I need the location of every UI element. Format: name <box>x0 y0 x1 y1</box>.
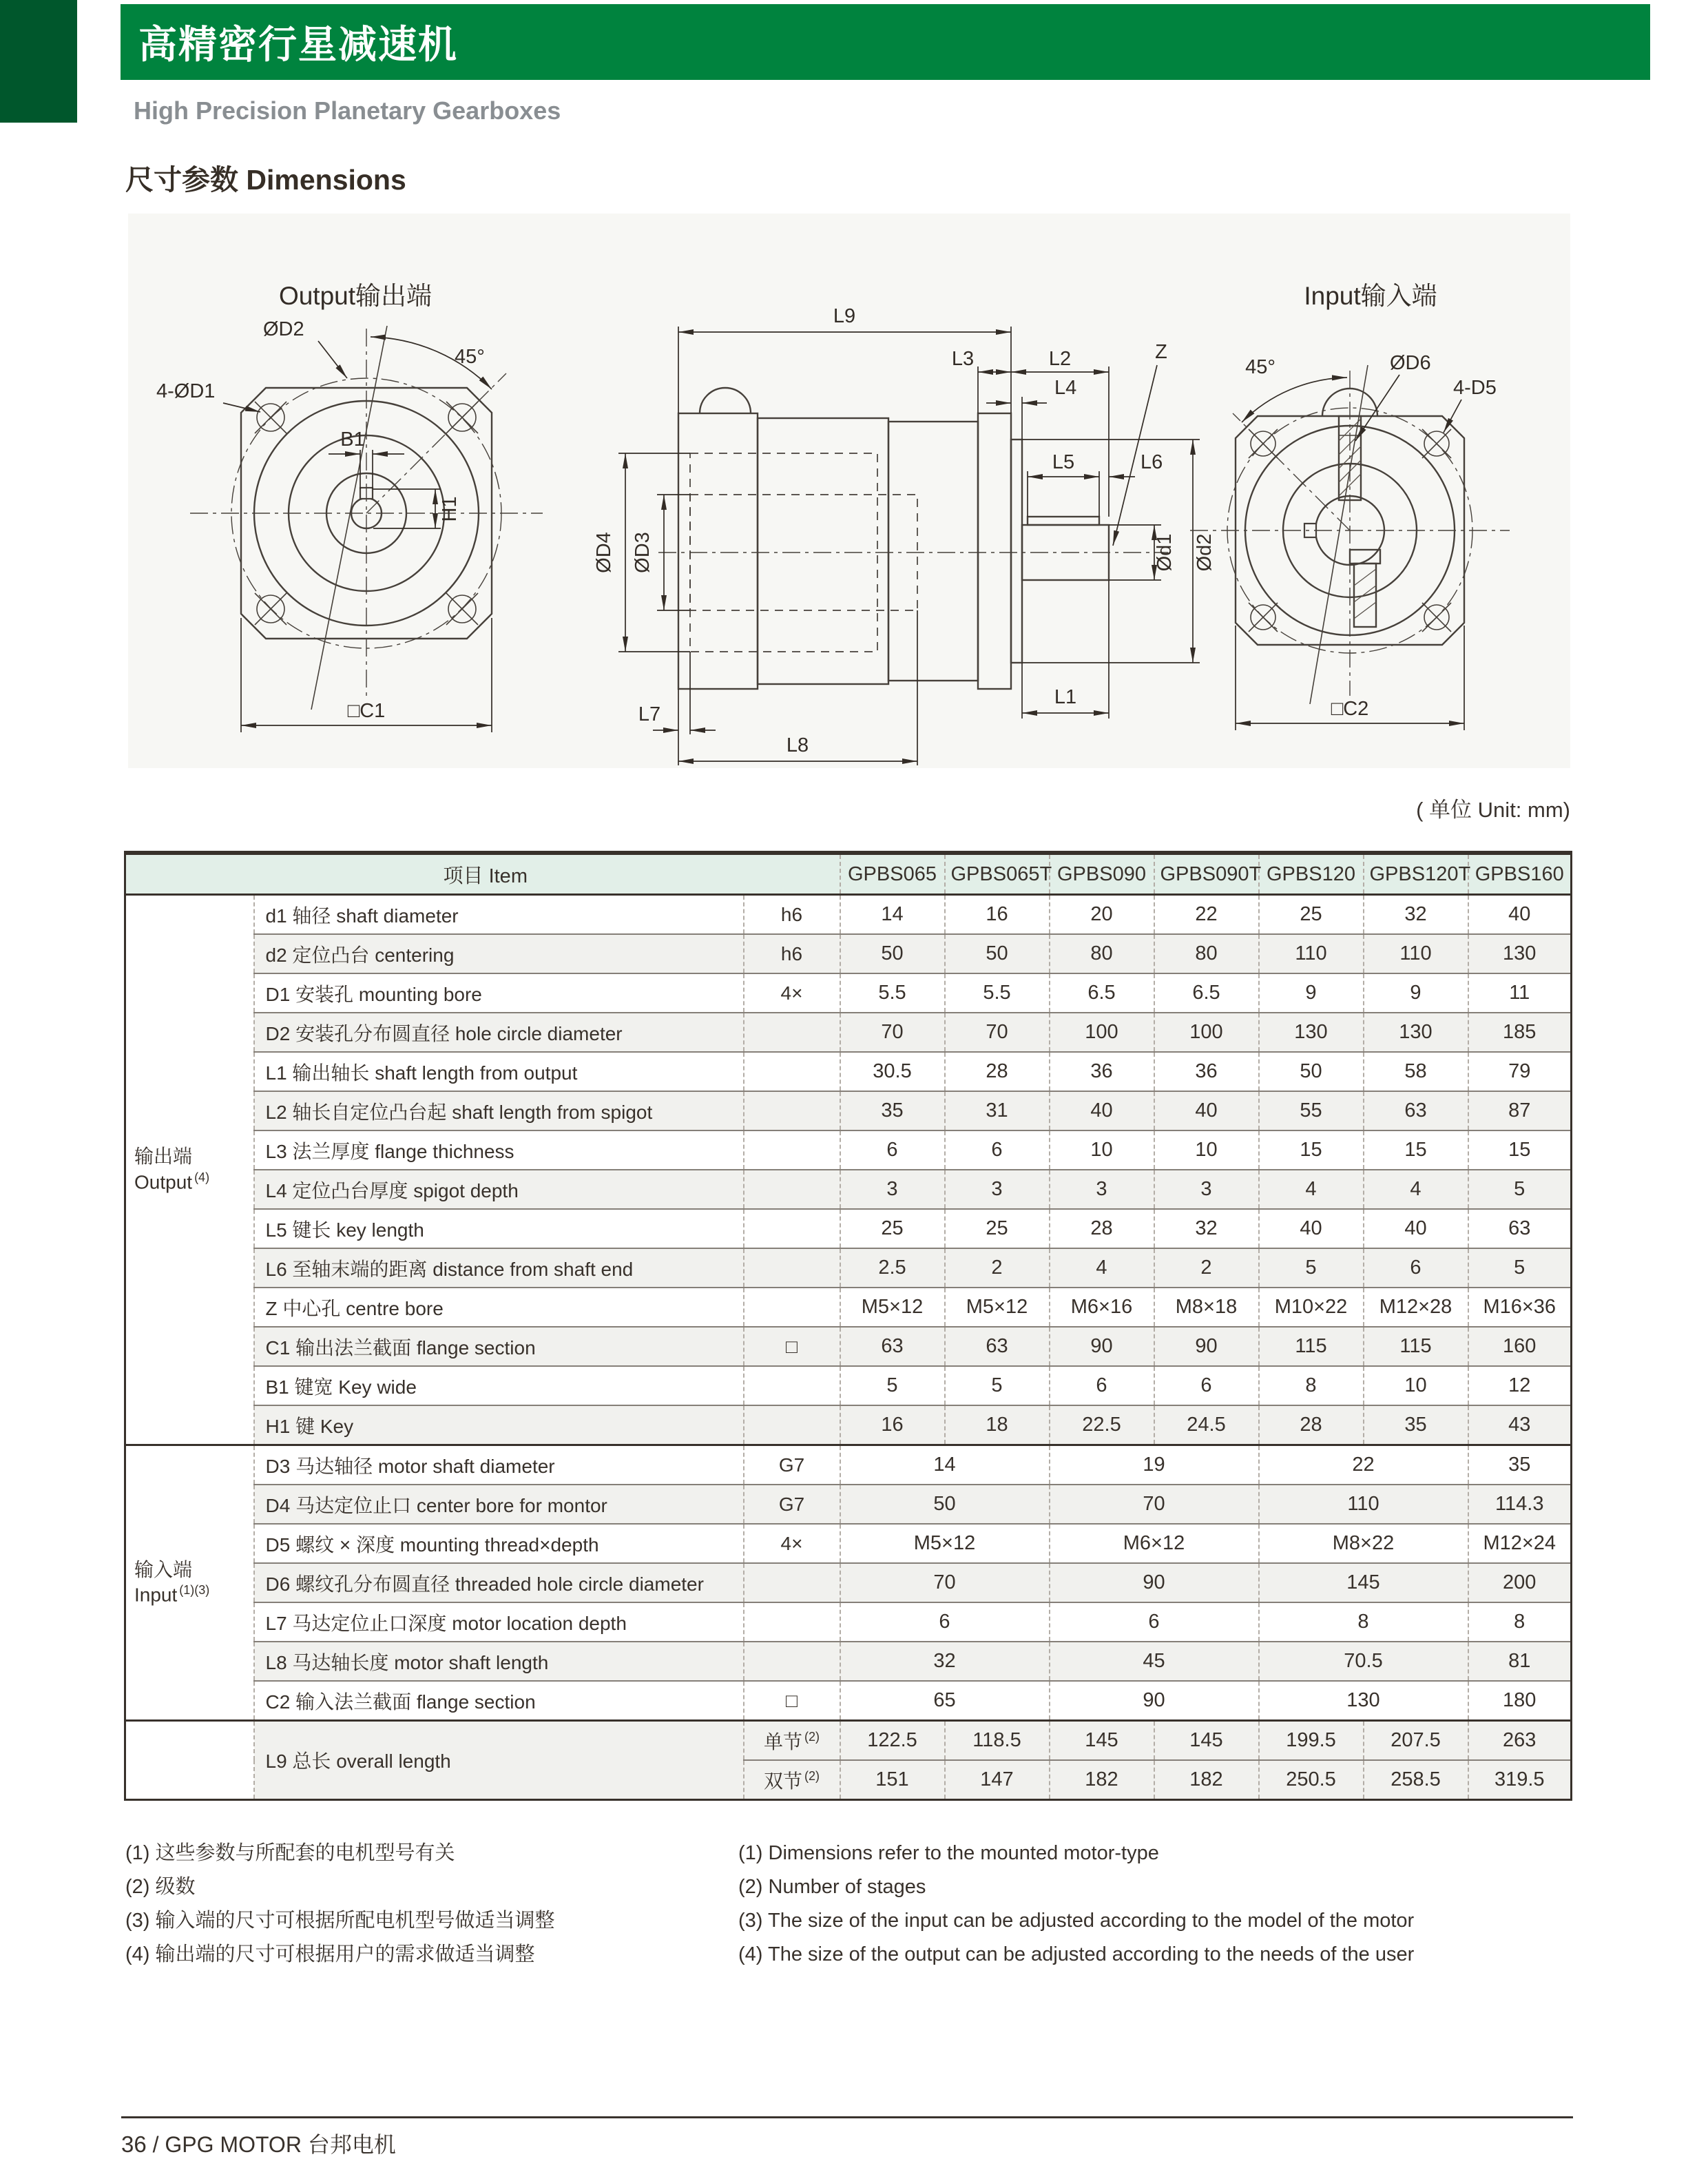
table-row <box>125 1091 1572 1130</box>
dim-label-od2: ØD2 <box>263 318 304 340</box>
footnote-line: (1) 这些参数与所配套的电机型号有关 <box>125 1842 455 1864</box>
table-value-cell: 8 <box>1259 1602 1468 1642</box>
table-value-cell: 6 <box>1050 1366 1154 1405</box>
dim-label-4d1: 4-ØD1 <box>156 380 216 402</box>
table-value-cell: 5 <box>1468 1170 1572 1209</box>
table-value-cell: 114.3 <box>1468 1485 1572 1524</box>
table-row <box>125 1405 1572 1445</box>
table-value-cell: M5×12 <box>840 1524 1050 1563</box>
table-value-cell: 130 <box>1259 1013 1364 1052</box>
footer-brand: GPG MOTOR 台邦电机 <box>165 2132 396 2157</box>
table-value-cell: 35 <box>1468 1445 1572 1485</box>
table-value-cell: 90 <box>1050 1563 1259 1602</box>
left-accent-stripe <box>0 0 77 123</box>
table-value-cell: 28 <box>1050 1209 1154 1248</box>
table-value-cell: 79 <box>1468 1052 1572 1091</box>
table-value-cell: 32 <box>1364 895 1468 935</box>
table-value-cell: 3 <box>840 1170 945 1209</box>
table-value-cell: 8 <box>1259 1366 1364 1405</box>
dim-label-l4: L4 <box>1054 377 1077 399</box>
dim-label-l9: L9 <box>833 305 856 327</box>
table-value-cell: 90 <box>1050 1681 1259 1721</box>
page-header-bar <box>121 4 1650 80</box>
table-value-cell: 63 <box>1468 1209 1572 1248</box>
footer-page-number: 36 <box>121 2131 147 2157</box>
table-value-cell: 22 <box>1259 1445 1468 1485</box>
table-sub-cell: G7 <box>744 1445 840 1485</box>
table-sub-cell: 4× <box>744 1524 840 1563</box>
table-value-cell: 70 <box>945 1013 1050 1052</box>
page-subtitle: High Precision Planetary Gearboxes <box>134 96 561 125</box>
dim-label-od1-shaft: Ød1 <box>1154 533 1176 572</box>
table-model-header: GPBS160 <box>1468 853 1572 895</box>
table-value-cell: M12×28 <box>1364 1288 1468 1327</box>
unit-note: ( 单位 Unit: mm) <box>1416 798 1570 822</box>
table-value-cell: 151 <box>840 1760 945 1800</box>
table-row <box>125 1327 1572 1366</box>
table-value-cell: M6×16 <box>1050 1288 1154 1327</box>
table-item-cell: L2 轴长自定位凸台起 shaft length from spigot <box>254 1091 744 1130</box>
table-value-cell: 40 <box>1050 1091 1154 1130</box>
table-value-cell: M12×24 <box>1468 1524 1572 1563</box>
table-value-cell: 5.5 <box>945 973 1050 1013</box>
dim-label-b1: B1 <box>340 428 365 451</box>
table-value-cell: M16×36 <box>1468 1288 1572 1327</box>
table-value-cell: 12 <box>1468 1366 1572 1405</box>
table-value-cell: M6×12 <box>1050 1524 1259 1563</box>
table-sub-cell <box>744 1602 840 1642</box>
table-value-cell: 130 <box>1468 934 1572 973</box>
table-value-cell: 3 <box>1050 1170 1154 1209</box>
table-row <box>125 1248 1572 1288</box>
table-value-cell: 10 <box>1154 1130 1259 1170</box>
group-label-en <box>134 1582 248 1608</box>
footnote-line: (2) 级数 <box>125 1876 196 1898</box>
footer-separator: / <box>152 2132 159 2157</box>
table-value-cell: 5 <box>945 1366 1050 1405</box>
table-value-cell: 50 <box>840 934 945 973</box>
table-value-cell: M5×12 <box>945 1288 1050 1327</box>
table-item-cell: D1 安装孔 mounting bore <box>254 973 744 1013</box>
group-label-en <box>134 1170 248 1195</box>
dim-label-l8: L8 <box>786 734 809 756</box>
footnote-line: (3) The size of the input can be adjusted according to the model of the motor <box>738 1910 1415 1932</box>
table-sub-cell <box>744 1248 840 1288</box>
table-value-cell: M8×18 <box>1154 1288 1259 1327</box>
table-value-cell: M10×22 <box>1259 1288 1364 1327</box>
table-value-cell: 25 <box>1259 895 1364 935</box>
table-value-cell: 70.5 <box>1259 1642 1468 1681</box>
input-view-title: Input输入端 <box>1304 282 1437 310</box>
table-value-cell: 24.5 <box>1154 1405 1259 1445</box>
table-sub-cell <box>744 1366 840 1405</box>
table-value-cell: 6 <box>1364 1248 1468 1288</box>
dim-label-od4: ØD4 <box>593 532 615 573</box>
table-sub-cell <box>744 1209 840 1248</box>
table-item-cell: L3 法兰厚度 flange thichness <box>254 1130 744 1170</box>
table-row <box>125 1209 1572 1248</box>
dim-label-c2: □C2 <box>1331 698 1369 720</box>
table-value-cell: 200 <box>1468 1563 1572 1602</box>
table-value-cell: 40 <box>1154 1091 1259 1130</box>
table-value-cell: 319.5 <box>1468 1760 1572 1800</box>
group-label-zh: 输出端 <box>134 1146 193 1168</box>
table-row <box>125 1563 1572 1602</box>
table-value-cell: 8 <box>1468 1602 1572 1642</box>
table-value-cell: 65 <box>840 1681 1050 1721</box>
table-row <box>125 1524 1572 1563</box>
table-value-cell: 145 <box>1050 1721 1154 1761</box>
table-value-cell: 9 <box>1364 973 1468 1013</box>
table-value-cell: 4 <box>1050 1248 1154 1288</box>
dim-label-l6: L6 <box>1141 451 1163 473</box>
table-value-cell: 118.5 <box>945 1721 1050 1761</box>
table-item-cell: L7 马达定位止口深度 motor location depth <box>254 1602 744 1642</box>
dim-label-od3: ØD3 <box>632 532 654 573</box>
table-value-cell: 147 <box>945 1760 1050 1800</box>
table-value-cell: 18 <box>945 1405 1050 1445</box>
dim-label-z: Z <box>1155 341 1167 363</box>
table-value-cell: 6 <box>1154 1366 1259 1405</box>
table-value-cell: 14 <box>840 1445 1050 1485</box>
table-value-cell: 11 <box>1468 973 1572 1013</box>
table-model-header: GPBS065T <box>945 853 1050 895</box>
table-value-cell: 90 <box>1154 1327 1259 1366</box>
table-value-cell: 145 <box>1259 1563 1468 1602</box>
table-value-cell: 14 <box>840 895 945 935</box>
table-item-cell: D6 螺纹孔分布圆直径 threaded hole circle diameter <box>254 1563 744 1602</box>
technical-drawing-svg <box>128 214 1570 768</box>
table-group-cell <box>125 895 254 1445</box>
table-value-cell: 115 <box>1259 1327 1364 1366</box>
input-view-drawing <box>1190 352 1510 730</box>
table-value-cell: 6 <box>1050 1602 1259 1642</box>
table-sub-cell <box>744 1405 840 1445</box>
dim-label-l5: L5 <box>1052 451 1075 473</box>
table-value-cell: 6 <box>840 1602 1050 1642</box>
table-sub-cell <box>744 1642 840 1681</box>
table-value-cell: 90 <box>1050 1327 1154 1366</box>
group-en-sup: (1)(3) <box>179 1583 210 1598</box>
table-value-cell: 70 <box>840 1563 1050 1602</box>
table-value-cell: 35 <box>840 1091 945 1130</box>
table-value-cell: 100 <box>1154 1013 1259 1052</box>
table-value-cell: 20 <box>1050 895 1154 935</box>
dim-label-l1: L1 <box>1054 686 1077 708</box>
table-model-header: GPBS090T <box>1154 853 1259 895</box>
table-value-cell: 28 <box>1259 1405 1364 1445</box>
table-value-cell: 15 <box>1468 1130 1572 1170</box>
table-row <box>125 1602 1572 1642</box>
output-view-title: Output输出端 <box>278 282 433 310</box>
table-value-cell: 100 <box>1050 1013 1154 1052</box>
table-sub-cell <box>744 1760 840 1800</box>
table-value-cell: 5.5 <box>840 973 945 1013</box>
table-value-cell: 6 <box>945 1130 1050 1170</box>
table-value-cell: 15 <box>1259 1130 1364 1170</box>
table-sub-cell: G7 <box>744 1485 840 1524</box>
table-value-cell: 40 <box>1364 1209 1468 1248</box>
table-value-cell: 50 <box>840 1485 1050 1524</box>
footnotes-zh <box>125 1837 555 1972</box>
table-value-cell: 5 <box>840 1366 945 1405</box>
table-value-cell: 70 <box>1050 1485 1259 1524</box>
table-value-cell: M5×12 <box>840 1288 945 1327</box>
sub-sup: (2) <box>804 1730 820 1744</box>
table-value-cell: 10 <box>1050 1130 1154 1170</box>
table-row <box>125 1013 1572 1052</box>
table-value-cell: 199.5 <box>1259 1721 1364 1761</box>
table-sub-cell <box>744 1170 840 1209</box>
table-sub-cell <box>744 1563 840 1602</box>
table-value-cell: 182 <box>1050 1760 1154 1800</box>
table-sub-cell: h6 <box>744 895 840 935</box>
table-value-cell: 3 <box>1154 1170 1259 1209</box>
table-value-cell: 87 <box>1468 1091 1572 1130</box>
dim-label-od6: ØD6 <box>1390 352 1431 374</box>
table-row <box>125 1366 1572 1405</box>
dim-label-45deg-input: 45° <box>1245 356 1275 378</box>
table-value-cell: 160 <box>1468 1327 1572 1366</box>
table-value-cell: 5 <box>1468 1248 1572 1288</box>
table-value-cell: 36 <box>1050 1052 1154 1091</box>
dim-label-od2-shaft: Ød2 <box>1194 533 1216 572</box>
table-model-header: GPBS090 <box>1050 853 1154 895</box>
table-item-cell: L4 定位凸台厚度 spigot depth <box>254 1170 744 1209</box>
table-value-cell: 63 <box>1364 1091 1468 1130</box>
table-value-cell: 25 <box>840 1209 945 1248</box>
table-value-cell: 58 <box>1364 1052 1468 1091</box>
table-value-cell: 115 <box>1364 1327 1468 1366</box>
table-value-cell: 40 <box>1468 895 1572 935</box>
table-value-cell: 9 <box>1259 973 1364 1013</box>
table-row <box>125 895 1572 935</box>
table-value-cell: 30.5 <box>840 1052 945 1091</box>
page-title: 高精密行星减速机 <box>138 23 458 66</box>
table-value-cell: 32 <box>1154 1209 1259 1248</box>
footnote-line: (4) 输出端的尺寸可根据用户的需求做适当调整 <box>125 1943 535 1965</box>
table-value-cell: 6 <box>840 1130 945 1170</box>
table-item-cell: L5 键长 key length <box>254 1209 744 1248</box>
table-value-cell: 63 <box>945 1327 1050 1366</box>
group-label-zh: 输入端 <box>134 1558 193 1580</box>
table-row <box>125 1445 1572 1485</box>
table-row <box>125 1485 1572 1524</box>
table-item-cell: L1 输出轴长 shaft length from output <box>254 1052 744 1091</box>
table-value-cell: 80 <box>1154 934 1259 973</box>
table-value-cell: 22 <box>1154 895 1259 935</box>
table-row <box>125 934 1572 973</box>
table-value-cell: 250.5 <box>1259 1760 1364 1800</box>
group-en-text: Input <box>134 1584 178 1606</box>
table-model-header: GPBS120 <box>1259 853 1364 895</box>
table-value-cell: 2.5 <box>840 1248 945 1288</box>
dim-label-l7: L7 <box>638 703 661 725</box>
table-item-cell: B1 键宽 Key wide <box>254 1366 744 1405</box>
table-value-cell: 32 <box>840 1642 1050 1681</box>
table-row <box>125 1721 1572 1761</box>
table-item-cell: H1 键 Key <box>254 1405 744 1445</box>
dimension-drawing <box>128 214 1570 768</box>
table-value-cell: 50 <box>945 934 1050 973</box>
output-view-drawing <box>156 318 543 732</box>
table-item-cell: C1 输出法兰截面 flange section <box>254 1327 744 1366</box>
table-value-cell: 130 <box>1364 1013 1468 1052</box>
table-value-cell: 28 <box>945 1052 1050 1091</box>
table-row <box>125 1681 1572 1721</box>
dim-label-4d5: 4-D5 <box>1453 377 1497 399</box>
table-value-cell: 3 <box>945 1170 1050 1209</box>
table-value-cell: 70 <box>840 1013 945 1052</box>
table-value-cell: 22.5 <box>1050 1405 1154 1445</box>
table-item-cell: Z 中心孔 centre bore <box>254 1288 744 1327</box>
table-sub-cell <box>744 1052 840 1091</box>
table-item-header: 项目 Item <box>125 853 840 895</box>
table-item-cell: D4 马达定位止口 center bore for montor <box>254 1485 744 1524</box>
table-value-cell: 5 <box>1259 1248 1364 1288</box>
table-item-cell: L6 至轴末端的距离 distance from shaft end <box>254 1248 744 1288</box>
table-value-cell: 2 <box>1154 1248 1259 1288</box>
table-value-cell: 40 <box>1259 1209 1364 1248</box>
table-value-cell: 43 <box>1468 1405 1572 1445</box>
table-value-cell: 182 <box>1154 1760 1259 1800</box>
table-value-cell: 35 <box>1364 1405 1468 1445</box>
footnotes-en <box>738 1837 1414 1972</box>
group-en-text: Output <box>134 1171 193 1193</box>
table-value-cell: 80 <box>1050 934 1154 973</box>
table-value-cell: 36 <box>1154 1052 1259 1091</box>
table-value-cell: 180 <box>1468 1681 1572 1721</box>
footnote-line: (4) The size of the output can be adjusted according to the needs of the user <box>738 1943 1415 1965</box>
table-value-cell: 63 <box>840 1327 945 1366</box>
dim-label-l2: L2 <box>1048 348 1072 370</box>
table-item-cell: d1 轴径 shaft diameter <box>254 895 744 935</box>
table-value-cell: 31 <box>945 1091 1050 1130</box>
table-value-cell: 81 <box>1468 1642 1572 1681</box>
table-value-cell: 50 <box>1259 1052 1364 1091</box>
dim-label-h1: H1 <box>439 496 461 522</box>
table-value-cell: 2 <box>945 1248 1050 1288</box>
table-row <box>125 1052 1572 1091</box>
table-value-cell: 16 <box>945 895 1050 935</box>
table-model-header: GPBS120T <box>1364 853 1468 895</box>
table-value-cell: 258.5 <box>1364 1760 1468 1800</box>
table-row <box>125 973 1572 1013</box>
table-value-cell: 6.5 <box>1154 973 1259 1013</box>
table-item-cell: D2 安装孔分布圆直径 hole circle diameter <box>254 1013 744 1052</box>
table-sub-cell <box>744 1091 840 1130</box>
table-value-cell: 130 <box>1259 1681 1468 1721</box>
table-item-cell: C2 输入法兰截面 flange section <box>254 1681 744 1721</box>
table-item-cell: d2 定位凸台 centering <box>254 934 744 973</box>
table-value-cell: 45 <box>1050 1642 1259 1681</box>
sub-label: 双节 <box>763 1770 802 1792</box>
table-item-cell: D5 螺纹 × 深度 mounting thread×depth <box>254 1524 744 1563</box>
table-sub-cell <box>744 1721 840 1761</box>
table-value-cell: 145 <box>1154 1721 1259 1761</box>
table-value-cell: 15 <box>1364 1130 1468 1170</box>
table-row <box>125 1642 1572 1681</box>
table-value-cell: M8×22 <box>1259 1524 1468 1563</box>
table-value-cell: 207.5 <box>1364 1721 1468 1761</box>
table-value-cell: 110 <box>1259 934 1364 973</box>
table-value-cell: 122.5 <box>840 1721 945 1761</box>
table-value-cell: 110 <box>1364 934 1468 973</box>
table-row <box>125 1170 1572 1209</box>
table-value-cell: 55 <box>1259 1091 1364 1130</box>
table-value-cell: 16 <box>840 1405 945 1445</box>
sub-label: 单节 <box>763 1731 802 1753</box>
table-row <box>125 1288 1572 1327</box>
table-value-cell: 4 <box>1364 1170 1468 1209</box>
table-value-cell: 185 <box>1468 1013 1572 1052</box>
table-header-row <box>125 853 1572 895</box>
table-sub-cell: □ <box>744 1681 840 1721</box>
table-value-cell: 10 <box>1364 1366 1468 1405</box>
table-value-cell: 110 <box>1259 1485 1468 1524</box>
side-view-drawing <box>593 305 1216 765</box>
dim-label-c1: □C1 <box>347 700 386 722</box>
table-value-cell: 25 <box>945 1209 1050 1248</box>
table-sub-cell <box>744 1288 840 1327</box>
footer-divider <box>121 2116 1573 2118</box>
table-sub-cell <box>744 1130 840 1170</box>
dim-label-l3: L3 <box>951 348 975 370</box>
table-value-cell: 263 <box>1468 1721 1572 1761</box>
table-value-cell: 19 <box>1050 1445 1259 1485</box>
table-value-cell: 6.5 <box>1050 973 1154 1013</box>
footnote-line: (2) Number of stages <box>738 1876 926 1898</box>
table-value-cell: 4 <box>1259 1170 1364 1209</box>
page-footer <box>121 2127 396 2159</box>
table-item-cell: D3 马达轴径 motor shaft diameter <box>254 1445 744 1485</box>
table-model-header: GPBS065 <box>840 853 945 895</box>
table-sub-cell: h6 <box>744 934 840 973</box>
dimensions-table <box>124 851 1572 1801</box>
table-sub-cell: 4× <box>744 973 840 1013</box>
table-group-cell <box>125 1445 254 1721</box>
sub-sup: (2) <box>804 1769 820 1784</box>
table-row <box>125 1130 1572 1170</box>
section-heading: 尺寸参数 Dimensions <box>125 164 406 196</box>
footnote-line: (1) Dimensions refer to the mounted motor-type <box>738 1842 1159 1864</box>
table-sub-cell <box>744 1013 840 1052</box>
table-sub-cell: □ <box>744 1327 840 1366</box>
table-group-cell <box>125 1721 254 1800</box>
table-item-cell: L9 总长 overall length <box>254 1721 744 1800</box>
group-en-sup: (4) <box>194 1170 210 1184</box>
table-item-cell: L8 马达轴长度 motor shaft length <box>254 1642 744 1681</box>
table-wrap <box>124 851 1570 1801</box>
footnote-line: (3) 输入端的尺寸可根据所配电机型号做适当调整 <box>125 1910 555 1932</box>
dim-label-45deg-output: 45° <box>455 346 485 368</box>
